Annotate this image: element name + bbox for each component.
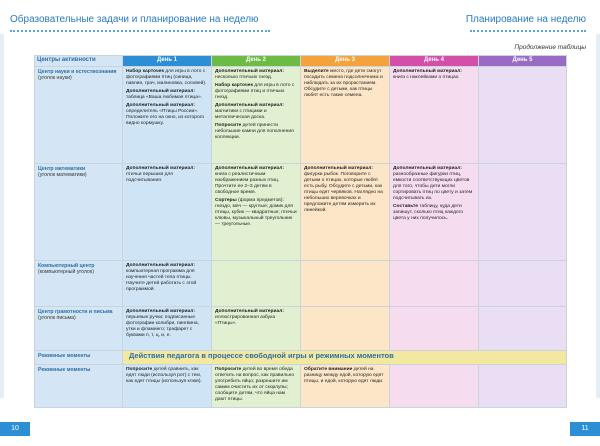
activity-center-cell xyxy=(35,261,123,307)
cell-lead: Попросите xyxy=(215,367,242,372)
right-title-rule xyxy=(470,30,586,32)
col-centers-header: Центры активности xyxy=(35,56,123,67)
cell-paragraph xyxy=(215,83,297,101)
cell-text: птичьи перышки для подсчитывания. xyxy=(126,172,173,183)
col-day1-header: День 1 xyxy=(123,56,212,67)
cell-paragraph xyxy=(393,69,475,81)
cell-paragraph xyxy=(215,123,297,141)
cell-text: компьютерная программа для изучения частей тела птицы. Научите детей работать с этой программой. xyxy=(126,269,197,292)
cell-lead: Дополнительный материал: xyxy=(126,309,195,314)
cell-text: (форма предметов): гнездо, мяч — круглые; домик для птицы, кубик — квадратные; птичьи клювы, музыкальный треугольник — треугольные. xyxy=(215,198,297,227)
cell-lead: Дополнительный материал: xyxy=(215,166,284,171)
cell-lead: Дополнительный материал: xyxy=(304,166,373,171)
col-day3-header: День 3 xyxy=(301,56,390,67)
activity-center-subtitle: (уголок математики) xyxy=(38,172,87,178)
cell-paragraph xyxy=(126,309,208,339)
day1-cell xyxy=(123,261,212,307)
cell-lead: Дополнительный материал: xyxy=(215,309,284,314)
cell-text: таблицу, куда дети запишут, сколько птиц каждого цвета у них получилось. xyxy=(393,204,464,221)
cell-paragraph xyxy=(304,166,386,214)
day3-cell xyxy=(301,365,390,408)
day3-cell xyxy=(301,164,390,261)
cell-text: разнообразные фигурки птиц, емкости соответствующих цветов для того, чтобы дети могли сортировать птиц по цвету и затем подсчитывать их. xyxy=(393,172,473,201)
day3-cell xyxy=(301,307,390,351)
cell-text: детей принести небольшие камни для пополнения коллекции. xyxy=(215,123,294,140)
left-page-edge xyxy=(0,34,4,398)
cell-lead: Дополнительный материал: xyxy=(393,166,462,171)
cell-lead: Составьте xyxy=(393,204,418,209)
cell-text: для игры в лото с фотографиями птиц (синица, павлин, грач, малиновка, соловей). xyxy=(126,69,207,86)
table-row xyxy=(35,164,567,261)
right-page-title: Планирование на неделю xyxy=(465,14,586,25)
cell-text: таблица «Ваша любимая птица». xyxy=(126,95,203,100)
day5-cell xyxy=(479,307,567,351)
cell-paragraph xyxy=(126,367,208,385)
day1-cell xyxy=(123,307,212,351)
cell-paragraph xyxy=(215,69,297,81)
day4-cell xyxy=(390,67,479,164)
activity-center-name: Центр науки и естествознания xyxy=(38,69,117,75)
activity-center-name: Центр грамотности и письма xyxy=(38,309,113,315)
day5-cell xyxy=(479,365,567,408)
activity-center-cell xyxy=(35,307,123,351)
cell-paragraph xyxy=(215,309,297,327)
cell-text: несколько птичьих гнезд. xyxy=(215,75,273,80)
cell-text: определитель «Птицы России». Положите его на окно, из которого видно кормушку. xyxy=(126,109,205,126)
cell-paragraph xyxy=(126,263,208,293)
cell-text: книга с наклейками о птицах. xyxy=(393,75,460,80)
table-row xyxy=(35,261,567,307)
day2-cell xyxy=(212,67,301,164)
day5-cell xyxy=(479,67,567,164)
activity-center-name: Компьютерный центр xyxy=(38,263,95,269)
cell-lead: Выделите xyxy=(304,69,329,74)
day5-cell xyxy=(479,261,567,307)
cell-text: детей на разницу между едой, которую едят птицы, и едой, которую едят люди. xyxy=(304,367,384,384)
cell-paragraph xyxy=(126,166,208,184)
activity-center-subtitle: (компьютерный уголок) xyxy=(38,269,94,275)
left-title-rule xyxy=(10,30,270,32)
cell-text: детей сравнить, как едят люди (используя рот) с тем, как едят птицы (используя клюв). xyxy=(126,367,202,384)
cell-paragraph xyxy=(304,69,386,99)
cell-lead: Дополнительный материал: xyxy=(126,103,195,108)
day3-cell xyxy=(301,67,390,164)
planning-table xyxy=(34,55,567,408)
cell-lead: Дополнительный материал: xyxy=(215,69,284,74)
cell-paragraph xyxy=(304,367,386,385)
page-number-left: 10 xyxy=(0,422,30,436)
right-page-edge xyxy=(596,34,600,398)
cell-lead: Дополнительный материал: xyxy=(126,263,195,268)
cell-lead: Дополнительный материал: xyxy=(126,166,195,171)
cell-lead: Набор карточек xyxy=(215,83,253,88)
cell-lead: Дополнительный материал: xyxy=(126,89,195,94)
regime-header-row xyxy=(35,351,567,365)
cell-text: магнитики с птицами и металлическая доска. xyxy=(215,109,267,120)
activity-center-name: Центр математики xyxy=(38,166,86,172)
cell-text: фигурки рыбок. Поговорите с детьми о птицах, которые любят есть рыбу. Обсудите с детьми, как птицы едят червяков. Наглядно на небольших веревочках и предложите детям измерить их линейкой. xyxy=(304,172,383,213)
cell-text: иллюстрированная азбука «Птицы». xyxy=(215,315,276,326)
activity-center-subtitle: (уголок письма) xyxy=(38,315,76,321)
day3-cell xyxy=(301,261,390,307)
activity-center-cell: Режимные моменты xyxy=(35,365,123,408)
day4-cell xyxy=(390,307,479,351)
activity-center-cell xyxy=(35,67,123,164)
cell-paragraph xyxy=(126,69,208,87)
cell-text: перьевые ручки; подписанные фотографии колибри, пингвина, утки и фламинго; трафарет с буквами п, т, ц, и, е. xyxy=(126,315,199,338)
day5-cell xyxy=(479,164,567,261)
cell-lead: Сортеры xyxy=(215,198,237,203)
cell-text: книга с реалистичным изображением разных птиц. Прочтите ее 2–3 детям в свободное время. xyxy=(215,172,280,195)
cell-text: детей во время обеда ответить на вопрос, как правильно употребить яйцо; разрешите им самим очистить их от скорлупы; сообщите детям, что яйца нам дают птицы. xyxy=(215,367,295,402)
cell-paragraph xyxy=(215,367,297,403)
cell-lead: Набор карточек xyxy=(126,69,164,74)
cell-paragraph xyxy=(393,204,475,222)
col-day2-header: День 2 xyxy=(212,56,301,67)
cell-lead: Попросите xyxy=(215,123,242,128)
day4-cell xyxy=(390,365,479,408)
cell-paragraph xyxy=(215,166,297,196)
col-day4-header: День 4 xyxy=(390,56,479,67)
col-day5-header: День 5 xyxy=(479,56,567,67)
day2-cell xyxy=(212,261,301,307)
day2-cell xyxy=(212,307,301,351)
table-row xyxy=(35,365,567,408)
cell-lead: Попросите xyxy=(126,367,153,372)
regime-title: Действия педагога в процессе свободной игры и режимных моментов xyxy=(123,351,567,365)
cell-paragraph xyxy=(393,166,475,202)
left-page-title: Образовательные задачи и планирование на неделю xyxy=(10,14,259,25)
cell-lead: Обратите внимание xyxy=(304,367,353,372)
activity-center-cell xyxy=(35,164,123,261)
day2-cell xyxy=(212,164,301,261)
day4-cell xyxy=(390,164,479,261)
cell-paragraph xyxy=(126,103,208,127)
day1-cell xyxy=(123,164,212,261)
page-number-right: 11 xyxy=(570,422,600,436)
day1-cell xyxy=(123,67,212,164)
activity-center-subtitle: (уголок науки) xyxy=(38,75,72,81)
day1-cell xyxy=(123,365,212,408)
continuation-note: Продолжение таблицы xyxy=(514,44,586,51)
regime-label: Режимные моменты xyxy=(35,351,123,365)
table-header-row xyxy=(35,56,567,67)
cell-lead: Дополнительный материал: xyxy=(393,69,462,74)
cell-text: место, где дети смогут посадить семена подсолнечника и наблюдать за их прорастанием. Обсудите с детьми, как птицы любят есть такие семена. xyxy=(304,69,383,98)
day2-cell xyxy=(212,365,301,408)
cell-paragraph xyxy=(215,198,297,228)
day4-cell xyxy=(390,261,479,307)
cell-paragraph xyxy=(126,89,208,101)
cell-paragraph xyxy=(215,103,297,121)
table-row xyxy=(35,67,567,164)
cell-lead: Дополнительный материал: xyxy=(215,103,284,108)
cell-text: для игры в лото с фотографиями птиц и птичьих гнезд. xyxy=(215,83,295,100)
table-row xyxy=(35,307,567,351)
